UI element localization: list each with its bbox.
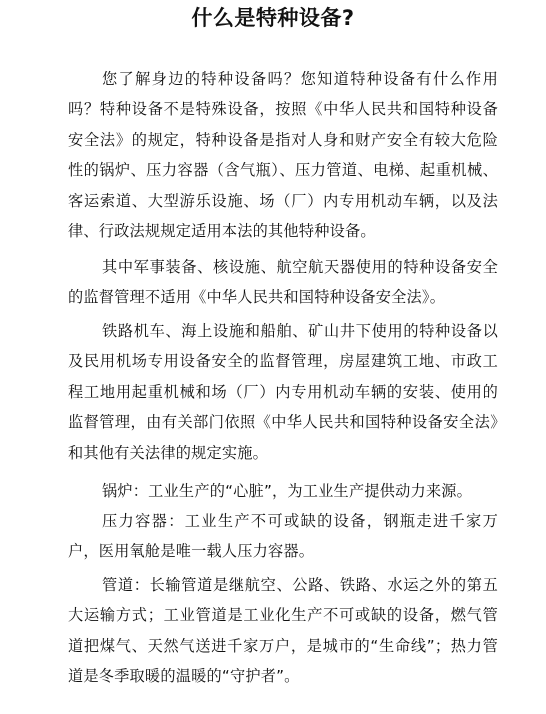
page-title: 什么是特种设备? — [191, 6, 355, 30]
paragraph-boiler: 锅炉：工业生产的“心脏”，为工业生产提供动力来源。 — [102, 482, 473, 500]
paragraph-pipeline: 管道：长输管道是继航空、公路、铁路、水运之外的第五大运输方式；工业管道是工业化生产不可或缺的设备，燃气管道把煤气、天然气送进千家万户，是城市的“生命线”；热力管道是冬季取暖的温暖的“守护者”。 — [68, 576, 498, 686]
paragraph-exclusion-other: 铁路机车、海上设施和船舶、矿山井下使用的特种设备以及民用机场专用设备安全的监督管理，房屋建筑工地、市政工程工地用起重机械和场（厂）内专用机动车辆的安装、使用的监督管理，由有关部门依照《中华人民共和国特种设备安全法》和其他有关法律的规定实施。 — [68, 322, 498, 462]
paragraph-exclusion-military: 其中军事装备、核设施、航空航天器使用的特种设备安全的监督管理不适用《中华人民共和国特种设备安全法》。 — [68, 258, 498, 307]
paragraph-pressure-vessel: 压力容器：工业生产不可或缺的设备，钢瓶走进千家万户，医用氧舱是唯一载人压力容器。 — [68, 512, 498, 561]
paragraph-intro: 您了解身边的特种设备吗？您知道特种设备有什么作用吗？特种设备不是特殊设备，按照《中华人民共和国特种设备安全法》的规定，特种设备是指对人身和财产安全有较大危险性的锅炉、压力容器（含气瓶）、压力管道、电梯、起重机械、客运索道、大型游乐设施、场（厂）内专用机动车辆，以及法律、行政法规规定适用本法的其他特种设备。 — [68, 70, 498, 241]
